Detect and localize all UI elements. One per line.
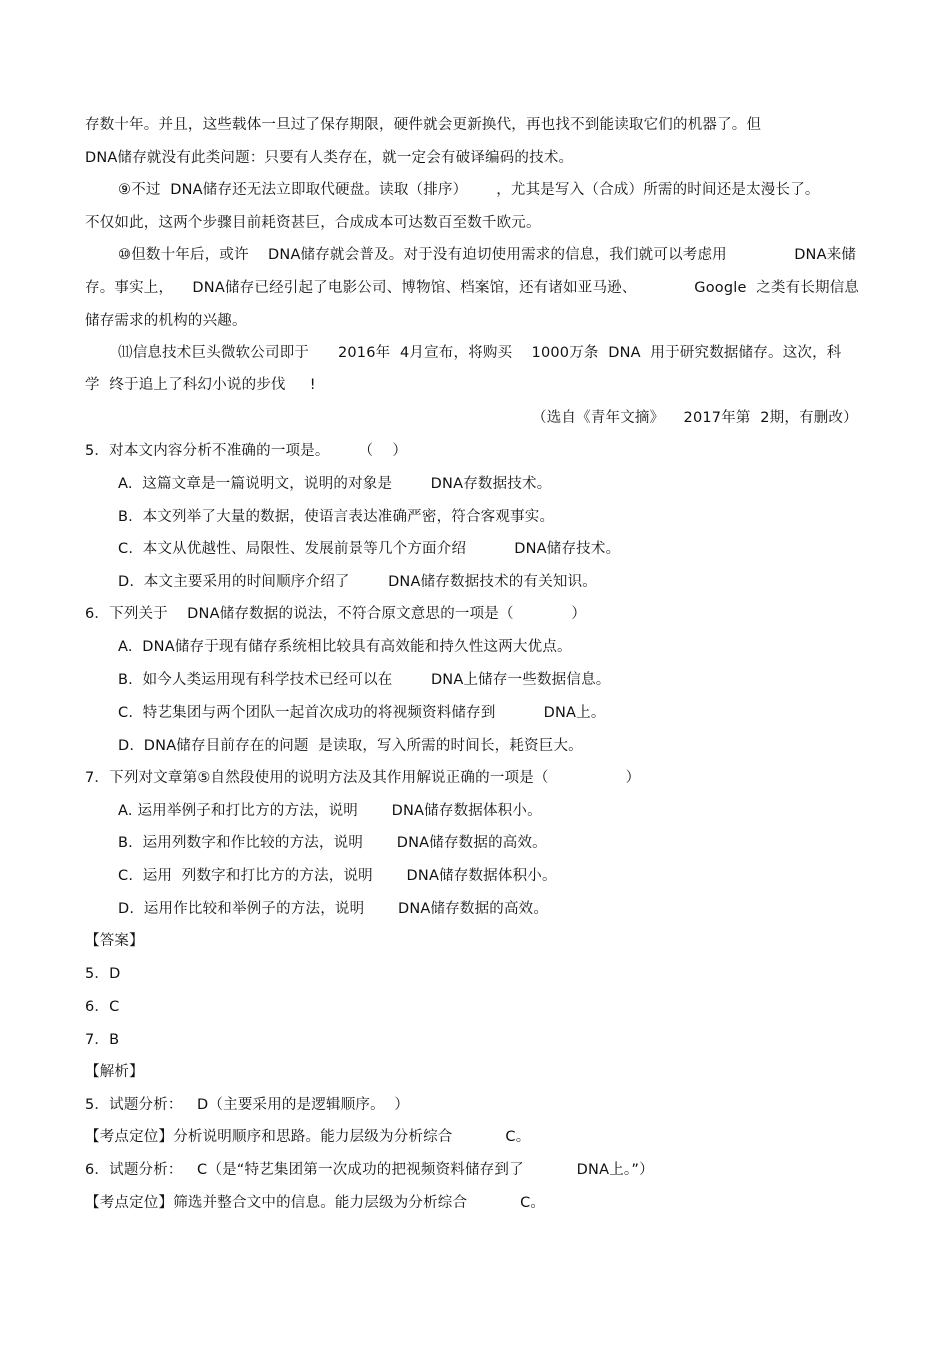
paragraph-9-line: 不仅如此，这两个步骤目前耗资甚巨，合成成本可达数百至数千欧元。 — [85, 215, 541, 231]
question-6-option-b: B. 如今人类运用现有科学技术已经可以在 DNA上储存一些数据信息。 — [118, 672, 611, 688]
source-citation: （选自《青年文摘》 2017年第 2期，有删改） — [532, 410, 858, 426]
question-5-option-a: A. 这篇文章是一篇说明文，说明的对象是 DNA存数据技术。 — [118, 476, 552, 492]
question-6-option-c: C. 特艺集团与两个团队一起首次成功的将视频资料储存到 DNA上。 — [118, 705, 606, 721]
paragraph-11-line: ⑾信息技术巨头微软公司即于 2016年 4月宣布，将购买 1000万条 DNA 用于研究数据储存。这次，科 — [118, 345, 842, 361]
question-5-option-c: C. 本文从优越性、局限性、发展前景等几个方面介绍 DNA储存技术。 — [118, 541, 621, 557]
answer-heading: 【答案】 — [85, 933, 144, 949]
question-7-option-d: D. 运用作比较和举例子的方法，说明 DNA储存数据的高效。 — [118, 901, 549, 917]
question-7-stem: 7．下列对文章第⑤自然段使用的说明方法及其作用解说正确的一项是（ ） — [85, 770, 641, 786]
paragraph-10-line: 储存需求的机构的兴趣。 — [85, 313, 247, 329]
analysis-heading: 【解析】 — [85, 1064, 144, 1080]
question-5-stem: 5．对本文内容分析不准确的一项是。 （ ） — [85, 443, 408, 459]
question-5-option-b: B. 本文列举了大量的数据，使语言表达准确严密，符合客观事实。 — [118, 509, 555, 525]
key-point-5: 【考点定位】分析说明顺序和思路。能力层级为分析综合 C。 — [85, 1129, 531, 1145]
answer-7: 7．B — [85, 1032, 120, 1048]
question-6-option-a: A. DNA储存于现有储存系统相比较具有高效能和持久性这两大优点。 — [118, 639, 572, 655]
paragraph-10-line: ⑩但数十年后，或许 DNA储存就会普及。对于没有迫切使用需求的信息，我们就可以考虑用 DNA来储 — [118, 247, 857, 263]
paragraph-9-line: ⑨不过 DNA储存还无法立即取代硬盘。读取（排序） ，尤其是写入（合成）所需的时间还是太漫长了。 — [118, 182, 820, 198]
question-6-option-d: D. DNA储存目前存在的问题 是读取，写入所需的时间长，耗资巨大。 — [118, 738, 583, 754]
analysis-5: 5．试题分析： D（主要采用的是逻辑顺序。 ） — [85, 1097, 410, 1113]
question-7-option-a: A. 运用举例子和打比方的方法，说明 DNA储存数据体积小。 — [118, 803, 542, 819]
question-7-option-b: B. 运用列数字和作比较的方法，说明 DNA储存数据的高效。 — [118, 835, 547, 851]
question-7-option-c: C. 运用 列数字和打比方的方法，说明 DNA储存数据体积小。 — [118, 868, 557, 884]
analysis-6: 6．试题分析： C（是“特艺集团第一次成功的把视频资料储存到了 DNA上。”） — [85, 1162, 654, 1178]
question-5-option-d: D. 本文主要采用的时间顺序介绍了 DNA储存数据技术的有关知识。 — [118, 574, 597, 590]
paragraph-11-line: 学 终于追上了科幻小说的步伐 ! — [85, 377, 316, 393]
paragraph-10-line: 存。事实上， DNA储存已经引起了电影公司、博物馆、档案馆，还有诸如亚马逊、 Google 之类有长期信息 — [85, 280, 860, 296]
answer-5: 5．D — [85, 966, 121, 982]
passage-line: 存数十年。并且，这些载体一旦过了保存期限，硬件就会更新换代，再也找不到能读取它们的机器了。但 — [85, 117, 762, 133]
key-point-6: 【考点定位】筛选并整合文中的信息。能力层级为分析综合 C。 — [85, 1195, 546, 1211]
answer-6: 6．C — [85, 999, 120, 1015]
passage-line: DNA储存就没有此类问题：只要有人类存在，就一定会有破译编码的技术。 — [85, 150, 574, 166]
question-6-stem: 6．下列关于 DNA储存数据的说法，不符合原文意思的一项是（ ） — [85, 606, 587, 622]
